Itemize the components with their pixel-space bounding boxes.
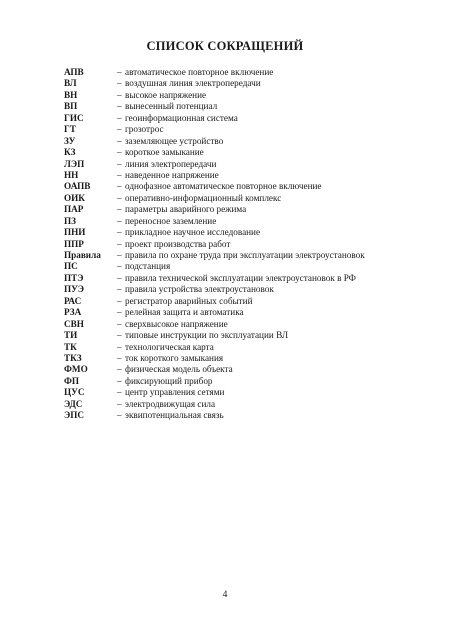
abbreviation-row [64,181,424,192]
abbreviation-definition: правила устройства электроустановок [125,284,274,295]
abbreviation-row [64,159,424,170]
abbreviation-term: ОИК [64,192,85,203]
dash-separator: – [117,89,122,100]
dash-separator: – [117,352,122,363]
dash-separator: – [117,410,122,421]
dash-separator: – [117,398,122,409]
abbreviation-row [64,193,424,204]
abbreviation-row [64,261,424,272]
abbreviation-definition: оперативно-информационный комплекс [125,192,282,203]
abbreviation-term: ФП [64,375,80,386]
dash-separator: – [117,215,122,226]
abbreviation-definition: вынесенный потенциал [125,101,218,112]
abbreviation-row [64,353,424,364]
abbreviation-list [64,67,424,422]
abbreviation-row [64,101,424,112]
dash-separator: – [117,147,122,158]
abbreviation-definition: проект производства работ [125,238,231,249]
abbreviation-term: ПАР [64,204,84,215]
abbreviation-definition: линия электропередачи [125,158,217,169]
abbreviation-term: СВН [64,318,84,329]
dash-separator: – [117,341,122,352]
abbreviation-term: ПТЭ [64,272,84,283]
abbreviation-term: ПС [64,261,78,272]
dash-separator: – [117,204,122,215]
abbreviation-row [64,410,424,421]
abbreviation-row [64,387,424,398]
page-title: СПИСОК СОКРАЩЕНИЙ [146,39,304,53]
dash-separator: – [117,181,122,192]
abbreviation-definition: технологическая карта [125,341,214,352]
abbreviation-row [64,124,424,135]
abbreviation-term: ППР [64,238,84,249]
abbreviation-row [64,78,424,89]
abbreviation-definition: автоматическое повторное включение [125,67,274,77]
abbreviation-term: РАС [64,295,82,306]
abbreviation-definition: правила по охране труда при эксплуатации электроустановок [125,250,365,260]
dash-separator: – [117,192,122,203]
abbreviation-definition: центр управления сетями [125,387,225,398]
abbreviation-definition: подстанция [125,261,171,272]
dash-separator: – [117,250,122,260]
dash-separator: – [117,124,122,135]
abbreviation-row [64,330,424,341]
abbreviation-row [64,284,424,295]
abbreviation-term: ПНИ [64,227,86,238]
abbreviation-definition: переносное заземление [125,215,217,226]
abbreviation-term: ЭПС [64,410,85,421]
abbreviation-row [64,147,424,158]
dash-separator: – [117,295,122,306]
abbreviation-term: ПЗ [64,215,76,226]
abbreviation-definition: короткое замыкание [125,147,204,158]
dash-separator: – [117,261,122,272]
abbreviation-term: АПВ [64,67,84,77]
abbreviation-term: ВП [64,101,78,112]
dash-separator: – [117,135,122,146]
abbreviation-row [64,239,424,250]
dash-separator: – [117,227,122,238]
abbreviation-term: ТК [64,341,77,352]
abbreviation-term: ЦУС [64,387,85,398]
abbreviation-row [64,376,424,387]
abbreviation-row [64,216,424,227]
abbreviation-term: ЛЭП [64,158,85,169]
abbreviation-definition: физическая модель объекта [125,364,233,375]
abbreviation-definition: релейная защита и автоматика [125,307,244,318]
abbreviation-row [64,170,424,181]
dash-separator: – [117,112,122,123]
abbreviation-term: ОАПВ [64,181,91,192]
dash-separator: – [117,284,122,295]
abbreviation-term: НН [64,169,79,180]
dash-separator: – [117,364,122,375]
dash-separator: – [117,307,122,318]
abbreviation-row [64,342,424,353]
abbreviation-term: ГИС [64,112,84,123]
abbreviation-definition: грозотрос [125,124,164,135]
abbreviation-row [64,250,424,261]
dash-separator: – [117,238,122,249]
abbreviation-row [64,136,424,147]
abbreviation-definition: наведенное напряжение [125,169,219,180]
abbreviation-term: РЗА [64,307,82,318]
abbreviation-term: ВЛ [64,78,77,89]
dash-separator: – [117,158,122,169]
abbreviation-row [64,67,424,78]
abbreviation-definition: параметры аварийного режима [125,204,247,215]
abbreviation-definition: сверхвысокое напряжение [125,318,228,329]
abbreviation-definition: фиксирующий прибор [125,375,213,386]
dash-separator: – [117,318,122,329]
abbreviation-term: Правила [64,250,101,260]
dash-separator: – [117,330,122,341]
abbreviation-row [64,113,424,124]
abbreviation-definition: воздушная линия электропередачи [125,78,261,89]
abbreviation-term: ПУЭ [64,284,84,295]
abbreviation-row [64,399,424,410]
abbreviation-term: ТИ [64,330,78,341]
abbreviation-row [64,364,424,375]
dash-separator: – [117,67,122,77]
abbreviation-term: ТКЗ [64,352,82,363]
abbreviation-term: ФМО [64,364,88,375]
abbreviation-row [64,204,424,215]
dash-separator: – [117,272,122,283]
abbreviation-term: ЭДС [64,398,83,409]
abbreviation-definition: заземляющее устройство [125,135,224,146]
dash-separator: – [117,375,122,386]
abbreviation-definition: высокое напряжение [125,89,207,100]
abbreviation-row [64,307,424,318]
abbreviation-row [64,273,424,284]
abbreviation-definition: эквипотенциальная связь [125,410,224,421]
abbreviation-definition: электродвижущая сила [125,398,216,409]
abbreviation-term: ВН [64,89,78,100]
abbreviation-definition: геоинформационная система [125,112,238,123]
dash-separator: – [117,78,122,89]
abbreviation-definition: однофазное автоматическое повторное включение [125,181,322,192]
abbreviation-row [64,227,424,238]
abbreviation-definition: регистратор аварийных событий [125,295,253,306]
abbreviation-term: ЗУ [64,135,76,146]
abbreviation-definition: правила технической эксплуатации электроустановок в РФ [125,272,356,283]
dash-separator: – [117,101,122,112]
abbreviation-row [64,296,424,307]
dash-separator: – [117,169,122,180]
abbreviation-term: КЗ [64,147,76,158]
abbreviation-definition: типовые инструкции по эксплуатации ВЛ [125,330,289,341]
abbreviation-definition: ток короткого замыкания [125,352,224,363]
abbreviation-term: ГТ [64,124,76,135]
page-number: 4 [222,590,228,600]
dash-separator: – [117,387,122,398]
abbreviation-definition: прикладное научное исследование [125,227,261,238]
abbreviation-row [64,90,424,101]
abbreviation-row [64,319,424,330]
